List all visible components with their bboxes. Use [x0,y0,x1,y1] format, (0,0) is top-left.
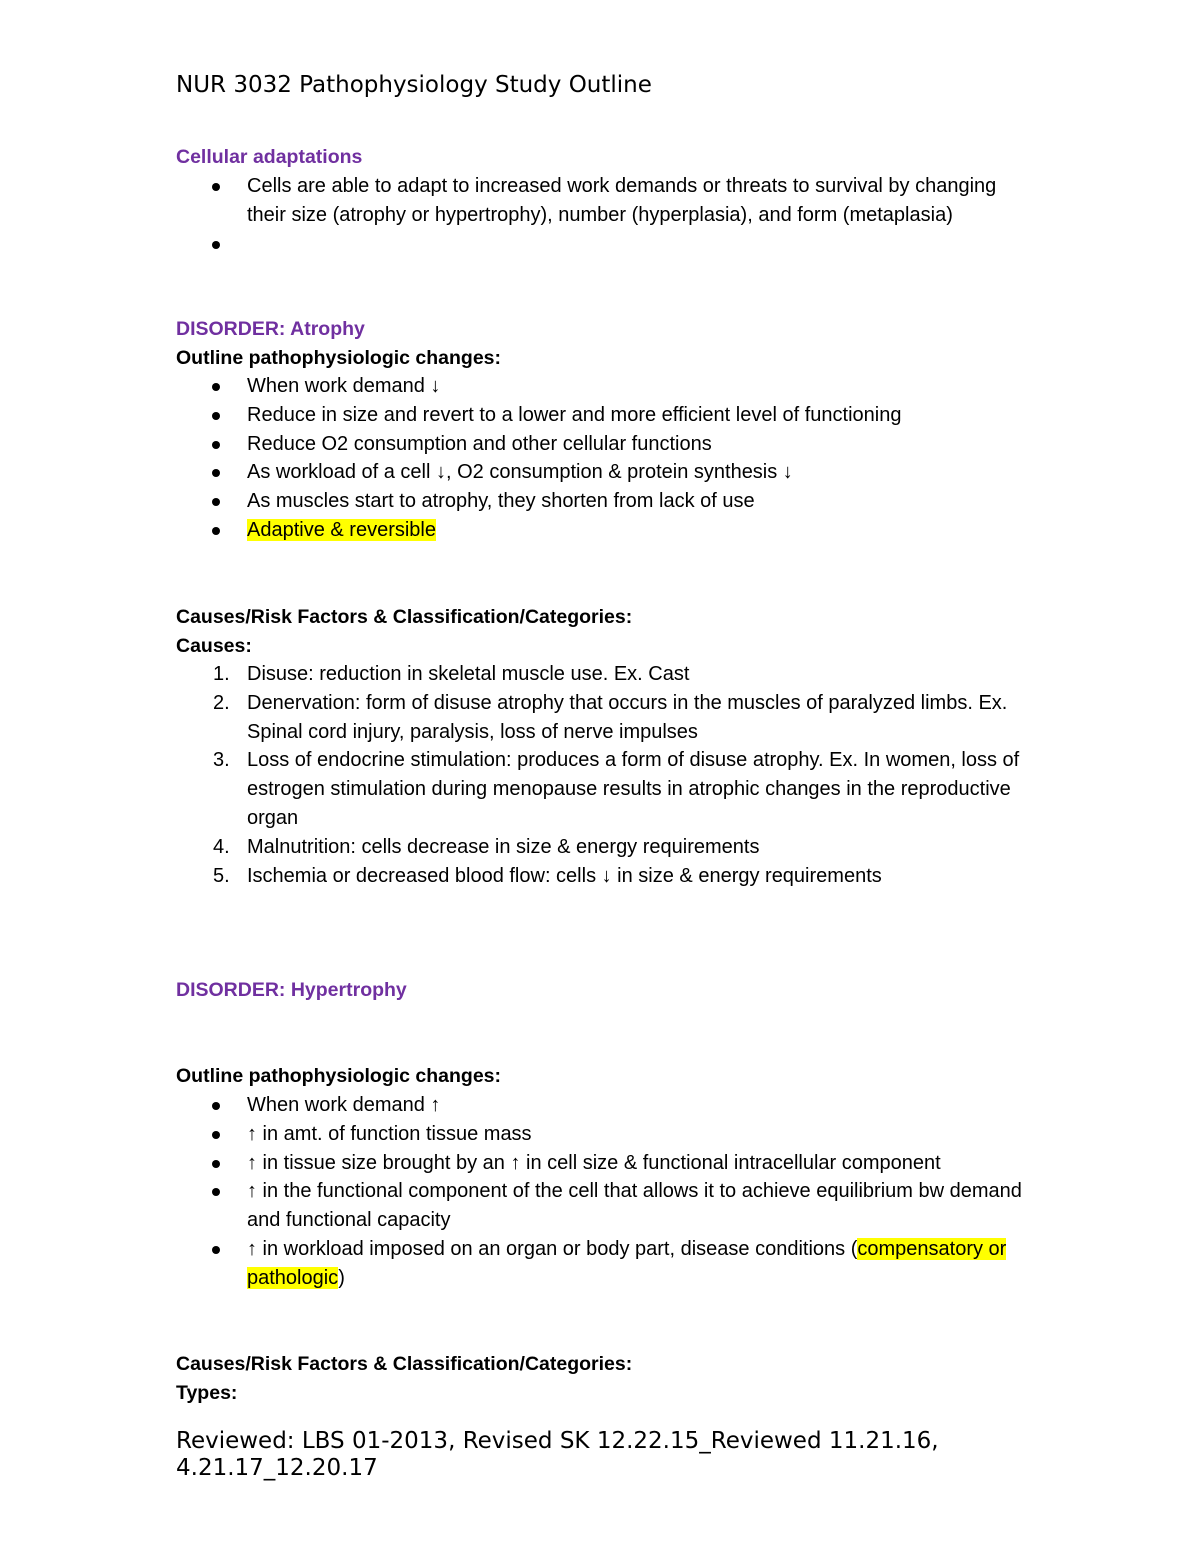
highlighted-text: compensatory or pathologic [247,1237,1007,1289]
atrophy-causes-label: Causes: [176,635,252,657]
list-item [176,458,1036,487]
review-footer: Reviewed: LBS 01-2013, Revised SK 12.22.15_Reviewed 11.21.16, 4.21.17_12.20.17 [176,1428,939,1481]
bullet-icon [212,1131,220,1139]
highlighted-text: Adaptive & reversible [247,518,436,541]
bullet-icon [212,498,220,506]
bullet-icon [212,1160,220,1168]
atrophy-heading: DISORDER: Atrophy [176,318,365,340]
list-item-text: Cells are able to adapt to increased work demands or threats to survival by changing their size (atrophy or hypertrophy), number (hyperplasia), and form (metaplasia) [247,175,997,226]
list-number: 1. [213,663,230,685]
hypertrophy-heading: DISORDER: Hypertrophy [176,979,407,1001]
document-title: NUR 3032 Pathophysiology Study Outline [176,72,652,98]
list-item-text: As muscles start to atrophy, they shorten from lack of use [247,490,755,513]
cellular-adaptations-heading: Cellular adaptations [176,146,363,168]
list-item-text: When work demand ↑ [247,1094,441,1116]
list-item [176,689,1036,747]
cellular-adaptations-list [176,172,1036,258]
list-item [176,1120,1036,1149]
list-item-text-end: ) [338,1266,345,1289]
list-item-text: When work demand ↓ [247,375,441,397]
list-item [176,1177,1036,1235]
bullet-icon [212,383,220,391]
bullet-icon [212,1246,220,1254]
list-item-text: Reduce O2 consumption and other cellular functions [247,432,712,455]
list-item-text: As workload of a cell ↓, O2 consumption & protein synthesis ↓ [247,461,793,484]
atrophy-causes-heading: Causes/Risk Factors & Classification/Categories: [176,606,633,628]
list-item [176,487,1036,516]
list-number: 5. [213,864,230,887]
list-item-text: Disuse: reduction in skeletal muscle use. Ex. Cast [247,663,690,685]
bullet-icon [212,441,220,449]
bullet-icon [212,1188,220,1196]
list-number: 4. [213,835,230,858]
atrophy-causes-list [176,660,1036,890]
list-item [176,372,1036,401]
bullet-icon [212,469,220,477]
bullet-icon [212,241,220,249]
list-item [176,230,1036,259]
hypertrophy-changes-label: Outline pathophysiologic changes: [176,1065,502,1087]
list-item-text: Loss of endocrine stimulation: produces a form of disuse atrophy. Ex. In women, loss of estrogen stimulation during menopause results in atrophic changes in the reproductive organ [247,749,1020,829]
bullet-icon [212,527,220,535]
list-item-text: Malnutrition: cells decrease in size & energy requirements [247,835,760,858]
list-item [176,833,1036,862]
list-item [176,172,1036,230]
list-item [176,746,1036,832]
hypertrophy-types-label: Types: [176,1382,238,1404]
atrophy-changes-list [176,372,1036,545]
list-item-text: ↑ in the functional component of the cell that allows it to achieve equilibrium bw demand and functional capacity [247,1180,1022,1232]
hypertrophy-changes-list [176,1091,1036,1293]
atrophy-changes-label: Outline pathophysiologic changes: [176,347,502,369]
list-item [176,430,1036,459]
bullet-icon [212,1102,220,1110]
list-item [176,401,1036,430]
bullet-icon [212,183,220,191]
list-number: 2. [213,691,230,714]
list-item-text: Denervation: form of disuse atrophy that occurs in the muscles of paralyzed limbs. Ex. Spinal cord injury, paralysis, loss of nerve impulses [247,691,1008,743]
list-item-text: Ischemia or decreased blood flow: cells ↓ in size & energy requirements [247,864,882,887]
hypertrophy-causes-heading: Causes/Risk Factors & Classification/Categories: [176,1353,633,1375]
list-item [176,1091,1036,1120]
list-item [176,1149,1036,1178]
list-item-text-start: ↑ in workload imposed on an organ or body part, disease conditions ( [247,1237,858,1260]
list-number: 3. [213,749,230,772]
list-item-text: ↑ in tissue size brought by an ↑ in cell size & functional intracellular component [247,1151,941,1174]
list-item [176,660,1036,689]
bullet-icon [212,412,220,420]
list-item-text: Reduce in size and revert to a lower and more efficient level of functioning [247,403,902,426]
list-item [176,516,1036,545]
list-item [176,1235,1036,1293]
list-item-text: ↑ in amt. of function tissue mass [247,1122,532,1145]
list-item [176,862,1036,891]
